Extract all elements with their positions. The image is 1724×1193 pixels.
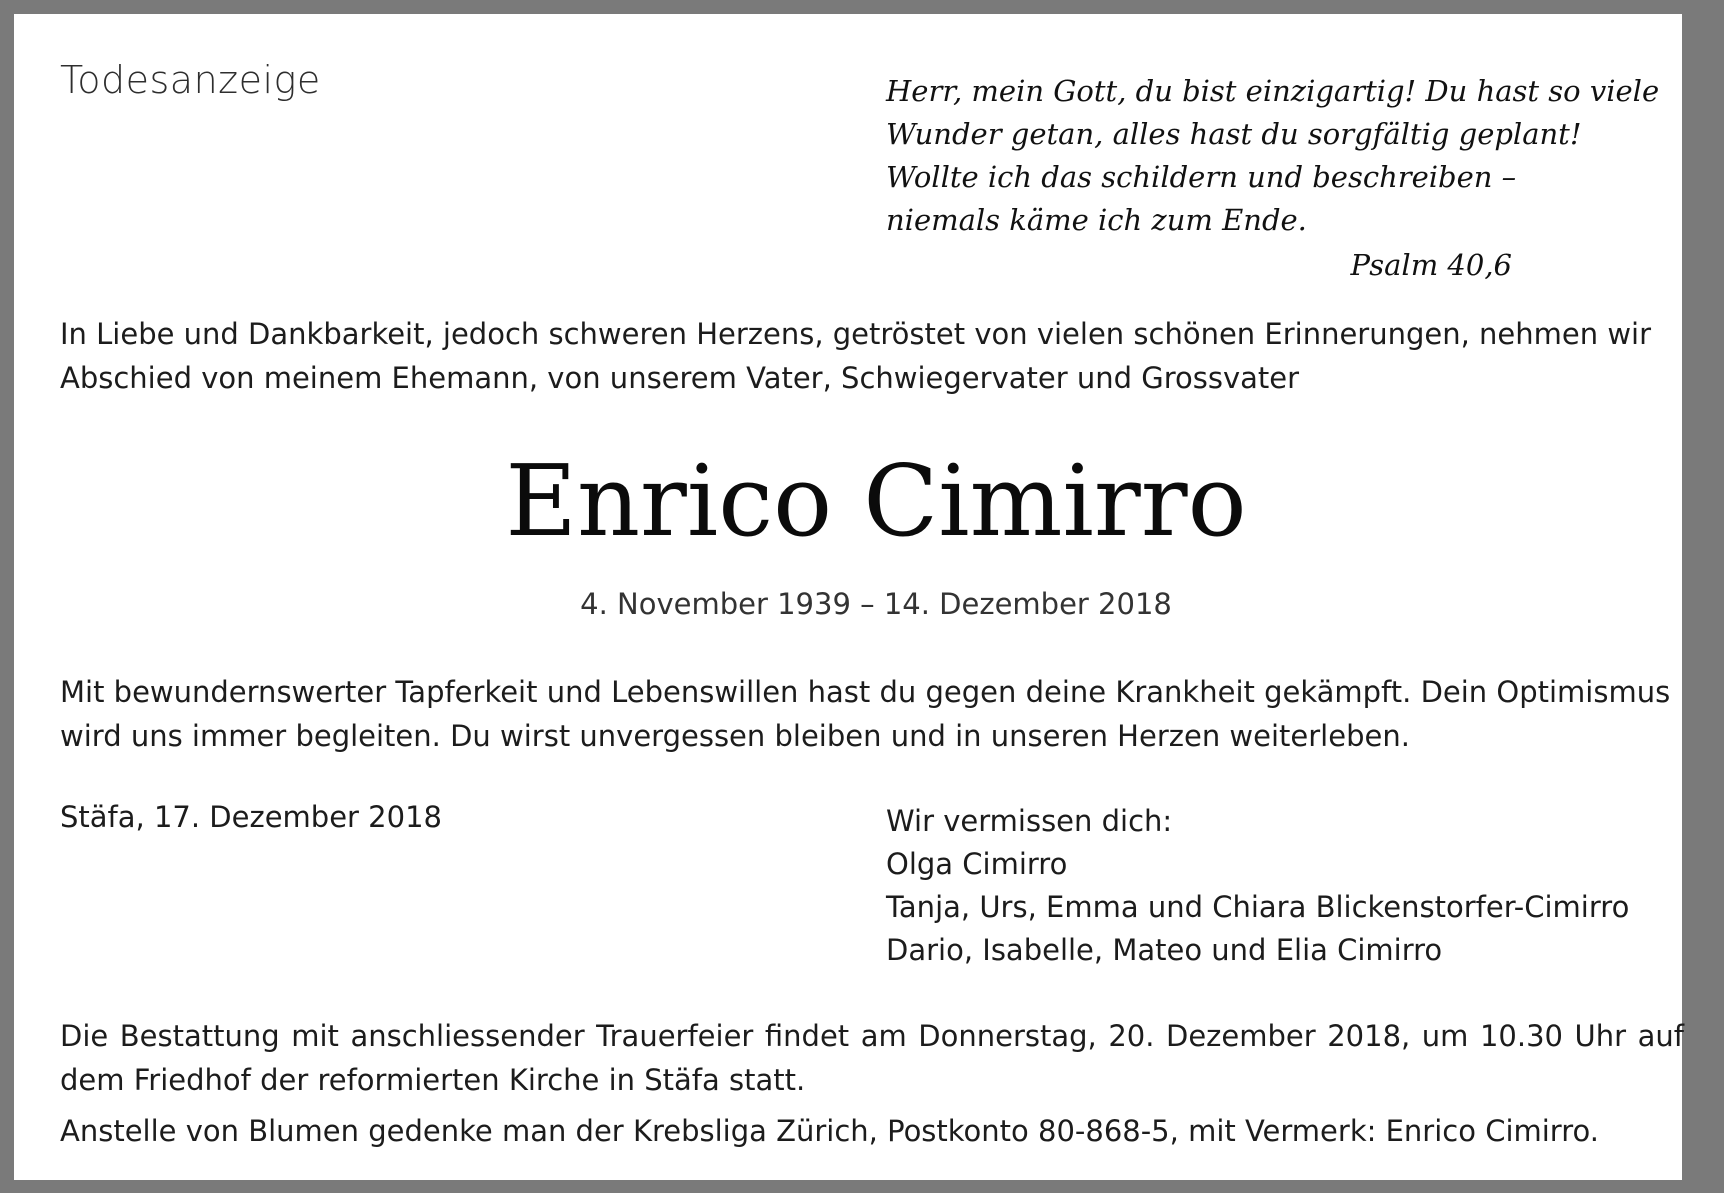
donation-note: Anstelle von Blumen gedenke man der Krebsliga Zürich, Postkonto 80-868-5, mit Vermerk: Enrico Cimirro. <box>60 1114 1599 1148</box>
deceased-name: Enrico Cimirro <box>505 445 1247 559</box>
obituary-notice <box>14 14 1682 1180</box>
psalm-quote <box>886 70 1660 282</box>
mourner-entry: Tanja, Urs, Emma und Chiara Blickenstorfer-Cimirro <box>886 890 1630 924</box>
psalm-line: Herr, mein Gott, du bist einzigartig! Du hast so viele <box>886 74 1660 108</box>
psalm-line: Wunder getan, alles hast du sorgfältig geplant! <box>886 117 1582 151</box>
psalm-line: Wollte ich das schildern und beschreiben – <box>886 160 1517 194</box>
mourners-list <box>886 800 1629 972</box>
mourner-entry: Olga Cimirro <box>886 847 1068 881</box>
place-and-date: Stäfa, 17. Dezember 2018 <box>60 800 442 834</box>
intro-paragraph: In Liebe und Dankbarkeit, jedoch schweren Herzens, getröstet von vielen schönen Erinnerungen, nehmen wir Abschied von meinem Ehemann, von unserem Vater, Schwiegervater und Grossvater <box>60 317 1652 395</box>
notice-type-label: Todesanzeige <box>60 58 321 102</box>
psalm-line: niemals käme ich zum Ende. <box>886 203 1307 237</box>
mourner-entry: Dario, Isabelle, Mateo und Elia Cimirro <box>886 933 1443 967</box>
farewell-message: Mit bewundernswerter Tapferkeit und Lebenswillen hast du gegen deine Krankheit gekämpft. Dein Optimismus wird uns immer begleiten. Du wirst unvergessen bleiben und in unseren Herzen weiterleben. <box>60 675 1671 753</box>
psalm-reference: Psalm 40,6 <box>1350 248 1512 282</box>
burial-details: Die Bestattung mit anschliessender Trauerfeier findet am Donnerstag, 20. Dezember 2018, um 10.30 Uhr auf dem Friedhof der reformierten Kirche in Stäfa statt. <box>60 1019 1684 1097</box>
mourners-heading: Wir vermissen dich: <box>886 804 1173 838</box>
life-dates: 4. November 1939 – 14. Dezember 2018 <box>580 587 1172 621</box>
